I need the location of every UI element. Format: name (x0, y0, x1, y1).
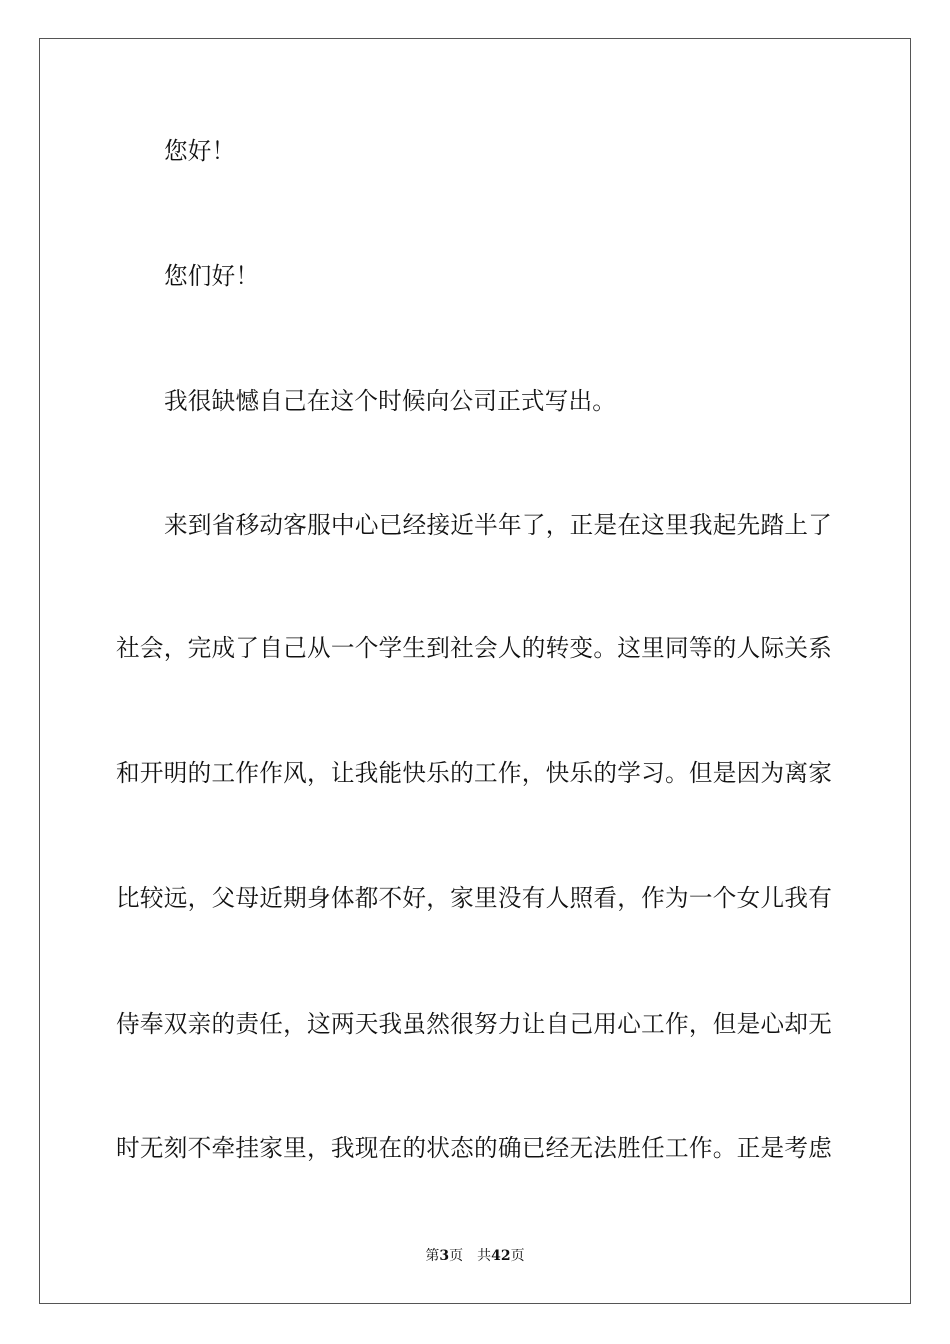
paragraph-line: 社会，完成了自己从一个学生到社会人的转变。这里同等的人际关系 (116, 634, 832, 662)
page-prefix: 第 (425, 1248, 440, 1264)
paragraph-line: 侍奉双亲的责任，这两天我虽然很努力让自己用心工作，但是心却无 (116, 1010, 832, 1038)
total-suffix: 页 (510, 1248, 525, 1264)
paragraph-line: 时无刻不牵挂家里，我现在的状态的确已经无法胜任工作。正是考虑 (116, 1134, 832, 1162)
page-total: 42 (491, 1248, 511, 1264)
paragraph-line: 来到省移动客服中心已经接近半年了，正是在这里我起先踏上了 (164, 511, 832, 539)
total-prefix: 共 (477, 1248, 492, 1264)
page-suffix: 页 (449, 1248, 464, 1264)
paragraph-line: 我很缺憾自己在这个时候向公司正式写出。 (164, 387, 617, 415)
paragraph-line: 比较远，父母近期身体都不好，家里没有人照看，作为一个女儿我有 (116, 884, 832, 912)
page-number: 3 (439, 1248, 450, 1264)
paragraph-line: 和开明的工作作风，让我能快乐的工作，快乐的学习。但是因为离家 (116, 759, 832, 787)
greeting-line-plural: 您们好！ (164, 262, 260, 290)
page-border (39, 38, 911, 1304)
page-footer (0, 1246, 950, 1266)
greeting-line: 您好！ (164, 137, 236, 165)
